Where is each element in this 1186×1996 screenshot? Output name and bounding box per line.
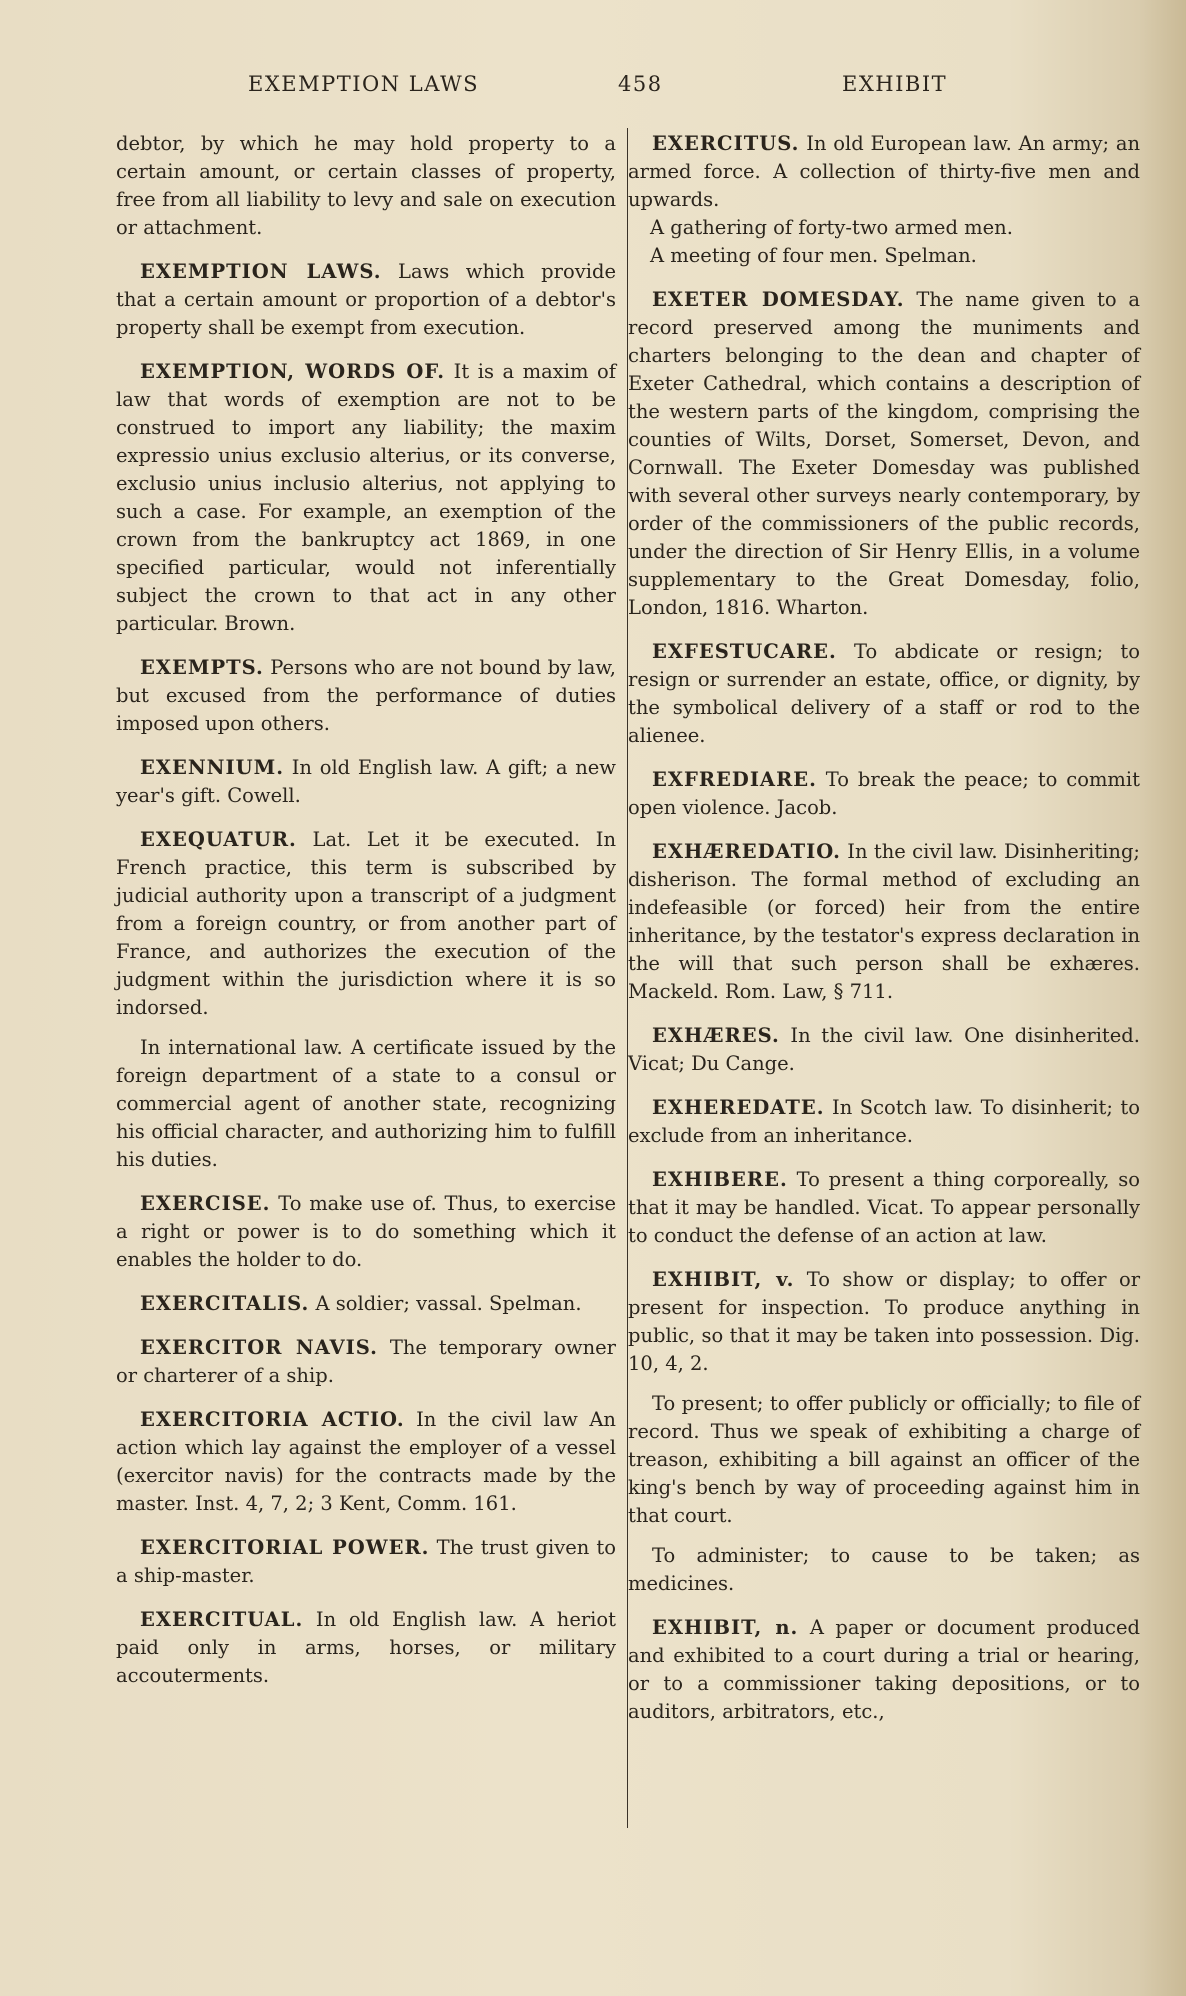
- entry-exhaeres: EXHÆRES. In the civil law. One disinherited. Vicat; Du Cange.: [628, 1024, 1140, 1075]
- entry-exercitual: EXERCITUAL. In old English law. A heriot paid only in arms, horses, or military accouterments.: [116, 1608, 616, 1687]
- entry-exercise: EXERCISE. To make use of. Thus, to exercise a right or power is to do something which it enables the holder to do.: [116, 1192, 616, 1271]
- entry-continuation: debtor, by which he may hold property to a certain amount, or certain classes of property, free from all liability to levy and sale on execution or attachment.: [116, 132, 616, 239]
- entry-exercitus-sense-2: A gathering of forty-two armed men.: [650, 216, 1013, 239]
- entry-exercitor-navis: EXERCITOR NAVIS. The temporary owner or charterer of a ship.: [116, 1336, 616, 1387]
- entry-exemption-words-of: EXEMPTION, WORDS OF. It is a maxim of law that words of exemption are not to be construed to import any liability; the maxim expressio unius exclusio alterius, or its converse, exclusio unius inclusio alterius, not applying to such a case. For example, an exemption of the crown from the bankruptcy act 1869, in one specified particular, would not inferentially subject the crown to that act in any other particular. Brown.: [116, 360, 616, 635]
- entry-exhibit-verb-sense-3: To administer; to cause to be taken; as medicines.: [628, 1544, 1140, 1595]
- entry-exhibit-verb: EXHIBIT, v. To show or display; to offer or present for inspection. To produce anything in public, so that it may be taken into possession. Dig. 10, 4, 2.: [628, 1268, 1141, 1375]
- entry-exequatur-international: In international law. A certificate issued by the foreign department of a state to a consul or commercial agent of another state, recognizing his official character, and authorizing him to fulfill his duties.: [116, 1036, 616, 1171]
- entry-exfestucare: EXFESTUCARE. To abdicate or resign; to resign or surrender an estate, office, or dignity, by the symbolical delivery of a staff or rod to the alienee.: [628, 640, 1140, 747]
- entry-exennium: EXENNIUM. In old English law. A gift; a new year's gift. Cowell.: [116, 756, 616, 807]
- entry-exfrediare: EXFREDIARE. To break the peace; to commit open violence. Jacob.: [628, 768, 1140, 819]
- entry-exercitus: EXERCITUS. In old European law. An army; an armed force. A collection of thirty-five men and upwards.: [628, 132, 1141, 211]
- left-column: [116, 130, 616, 1706]
- header-right-guide-word: EXHIBIT: [842, 72, 948, 96]
- page-number: 458: [618, 72, 663, 96]
- entry-exercitorial-power: EXERCITORIAL POWER. The trust given to a ship-master.: [116, 1536, 616, 1587]
- entry-exercitalis: EXERCITALIS. A soldier; vassal. Spelman.: [140, 1292, 582, 1315]
- entry-exheredate: EXHEREDATE. In Scotch law. To disinherit; to exclude from an inheritance.: [628, 1096, 1140, 1147]
- entry-exequatur: EXEQUATUR. Lat. Let it be executed. In French practice, this term is subscribed by judicial authority upon a transcript of a judgment from a foreign country, or from another part of France, and authorizes the execution of the judgment within the jurisdiction where it is so indorsed.: [116, 828, 616, 1019]
- entry-exhaeredatio: EXHÆREDATIO. In the civil law. Disinheriting; disherison. The formal method of excluding an indefeasible (or forced) heir from the entire inheritance, by the testator's express declaration in the will that such person shall be exhæres. Mackeld. Rom. Law, § 711.: [628, 840, 1141, 1003]
- right-column: [628, 130, 1140, 1742]
- entry-exhibere: EXHIBERE. To present a thing corporeally, so that it may be handled. Vicat. To appear personally to conduct the defense of an action at law.: [628, 1168, 1140, 1247]
- running-header: [0, 72, 1186, 112]
- entry-exercitoria-actio: EXERCITORIA ACTIO. In the civil law An action which lay against the employer of a vessel (exercitor navis) for the contracts made by the master. Inst. 4, 7, 2; 3 Kent, Comm. 161.: [116, 1408, 616, 1515]
- entry-exemption-laws: EXEMPTION LAWS. Laws which provide that a certain amount or proportion of a debtor's property shall be exempt from execution.: [116, 260, 616, 339]
- entry-exhibit-verb-sense-2: To present; to offer publicly or officially; to file of record. Thus we speak of exhibiting a charge of treason, exhibiting a bill against an officer of the king's bench by way of proceeding against him in that court.: [628, 1392, 1140, 1527]
- entry-exhibit-noun: EXHIBIT, n. A paper or document produced and exhibited to a court during a trial or hearing, or to a commissioner taking depositions, or to auditors, arbitrators, etc.,: [628, 1616, 1140, 1723]
- header-left-guide-word: EXEMPTION LAWS: [248, 72, 480, 96]
- entry-exeter-domesday: EXETER DOMESDAY. The name given to a record preserved among the muniments and charters belonging to the dean and chapter of Exeter Cathedral, which contains a description of the western parts of the kingdom, comprising the counties of Wilts, Dorset, Somerset, Devon, and Cornwall. The Exeter Domesday was published with several other surveys nearly contemporary, by order of the commissioners of the public records, under the direction of Sir Henry Ellis, in a volume supplementary to the Great Domesday, folio, London, 1816. Wharton.: [628, 288, 1141, 619]
- entry-exercitus-sense-3: A meeting of four men. Spelman.: [650, 244, 977, 267]
- entry-exempts: EXEMPTS. Persons who are not bound by law, but excused from the performance of duties imposed upon others.: [116, 656, 617, 735]
